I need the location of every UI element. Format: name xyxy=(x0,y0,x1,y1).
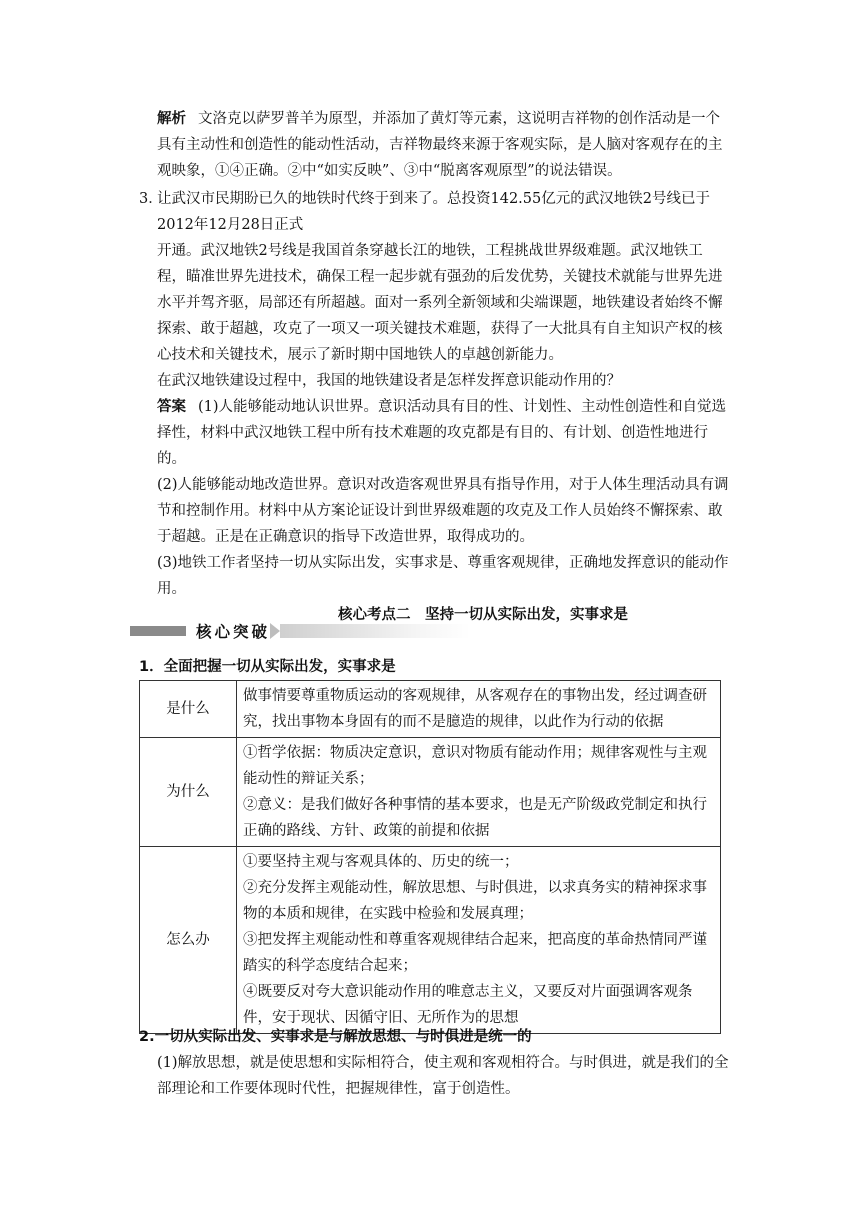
question-3-material: 开通。武汉地铁2号线是我国首条穿越长江的地铁，工程挑战世界级难题。武汉地铁工程，瞄准世界先进技术，确保工程一起步就有强劲的后发优势，关键技术就能与世界先进水平并驾齐驱，局部还有所超越。面对一系列全新领域和尖端课题，地铁建设者始终不懈探索、敢于超越，攻克了一项又一项关键技术难题，获得了一大批具有自主知识产权的核心技术和关键技术，展示了新时期中国地铁人的卓越创新能力。 xyxy=(157,243,723,363)
point-2-text: (1)解放思想，就是使思想和实际相符合，使主观和客观相符合。与时俱进，就是我们的全部理论和工作要体现时代性，把握规律性，富于创造性。 xyxy=(157,1055,729,1097)
row-content xyxy=(237,738,721,847)
row-line: 做事情要尊重物质运动的客观规律，从客观存在的事物出发，经过调查研究，找出事物本身固有的而不是臆造的规律，以此作为行动的依据 xyxy=(243,688,707,730)
analysis-text: 文洛克以萨罗普羊为原型，并添加了黄灯等元素，这说明吉祥物的创作活动是一个具有主动性和创造性的能动性活动，吉祥物最终来源于客观实际，是人脑对客观存在的主观映象，①④正确。②中“如实反映”、③中“脱离客观原型”的说法错误。 xyxy=(157,111,723,179)
row-line: ①要坚持主观与客观具体的、历史的统一； xyxy=(243,854,519,870)
table-row xyxy=(140,738,721,847)
analysis-paragraph xyxy=(157,106,729,184)
row-line: ③把发挥主观能动性和尊重客观规律结合起来，把高度的革命热情同严谨踏实的科学态度结合起来； xyxy=(243,932,707,974)
answer-label: 答案 xyxy=(157,399,186,415)
summary-table xyxy=(139,680,721,1034)
row-content xyxy=(237,681,721,738)
banner-label: 核心突破 xyxy=(196,623,271,641)
question-3-prompt: 在武汉地铁建设过程中，我国的地铁建设者是怎样发挥意识能动作用的？ xyxy=(157,373,621,389)
banner-bar xyxy=(130,626,186,636)
answer-1-text: (1)人能够能动地认识世界。意识活动具有目的性、计划性、主动性创造性和自觉选择性，材料中武汉地铁工程中所有技术难题的攻克都是有目的、有计划、创造性地进行的。 xyxy=(157,399,727,467)
table-row xyxy=(140,847,721,1034)
row-line: ②意义：是我们做好各种事情的基本要求，也是无产阶级政党制定和执行正确的路线、方针、政策的前提和依据 xyxy=(243,797,707,839)
row-line: ④既要反对夸大意识能动作用的唯意志主义，又要反对片面强调客观条件，安于现状、因循守旧、无所作为的思想 xyxy=(243,984,693,1026)
answer-paragraph-2: (2)人能够能动地改造世界。意识对改造客观世界具有指导作用，对于人体生理活动具有调节和控制作用。材料中从方案论证设计到世界级难题的攻克及工作人员始终不懈探索、敢于超越。正是在正确意识的指导下改造世界，取得成功的。 xyxy=(157,477,729,545)
row-content xyxy=(237,847,721,1034)
point-1-heading: 1．全面把握一切从实际出发，实事求是 xyxy=(139,659,396,675)
table-row xyxy=(140,681,721,738)
section-title: 核心考点二 坚持一切从实际出发，实事求是 xyxy=(338,607,628,623)
answer-paragraph-1 xyxy=(157,394,729,472)
row-key: 是什么 xyxy=(140,681,237,738)
banner-chevron-icon xyxy=(270,623,280,639)
analysis-label: 解析 xyxy=(157,111,186,127)
row-key: 怎么办 xyxy=(140,847,237,1034)
core-breakthrough-banner xyxy=(130,620,470,642)
banner-fade xyxy=(280,624,470,638)
question-3-intro: 让武汉市民期盼已久的地铁时代终于到来了。总投资142.55亿元的武汉地铁2号线已于2012年12月28日正式 xyxy=(157,191,710,233)
row-line: ①哲学依据：物质决定意识，意识对物质有能动作用；规律客观性与主观能动性的辩证关系； xyxy=(243,745,707,787)
answer-paragraph-3: (3)地铁工作者坚持一切从实际出发，实事求是、尊重客观规律，正确地发挥意识的能动作用。 xyxy=(157,555,729,597)
point-2-heading: 2.一切从实际出发、实事求是与解放思想、与时俱进是统一的 xyxy=(139,1029,532,1045)
row-key: 为什么 xyxy=(140,738,237,847)
row-line: ②充分发挥主观能动性，解放思想、与时俱进，以求真务实的精神探求事物的本质和规律，在实践中检验和发展真理； xyxy=(243,880,707,922)
question-3-number: 3． xyxy=(139,191,163,207)
